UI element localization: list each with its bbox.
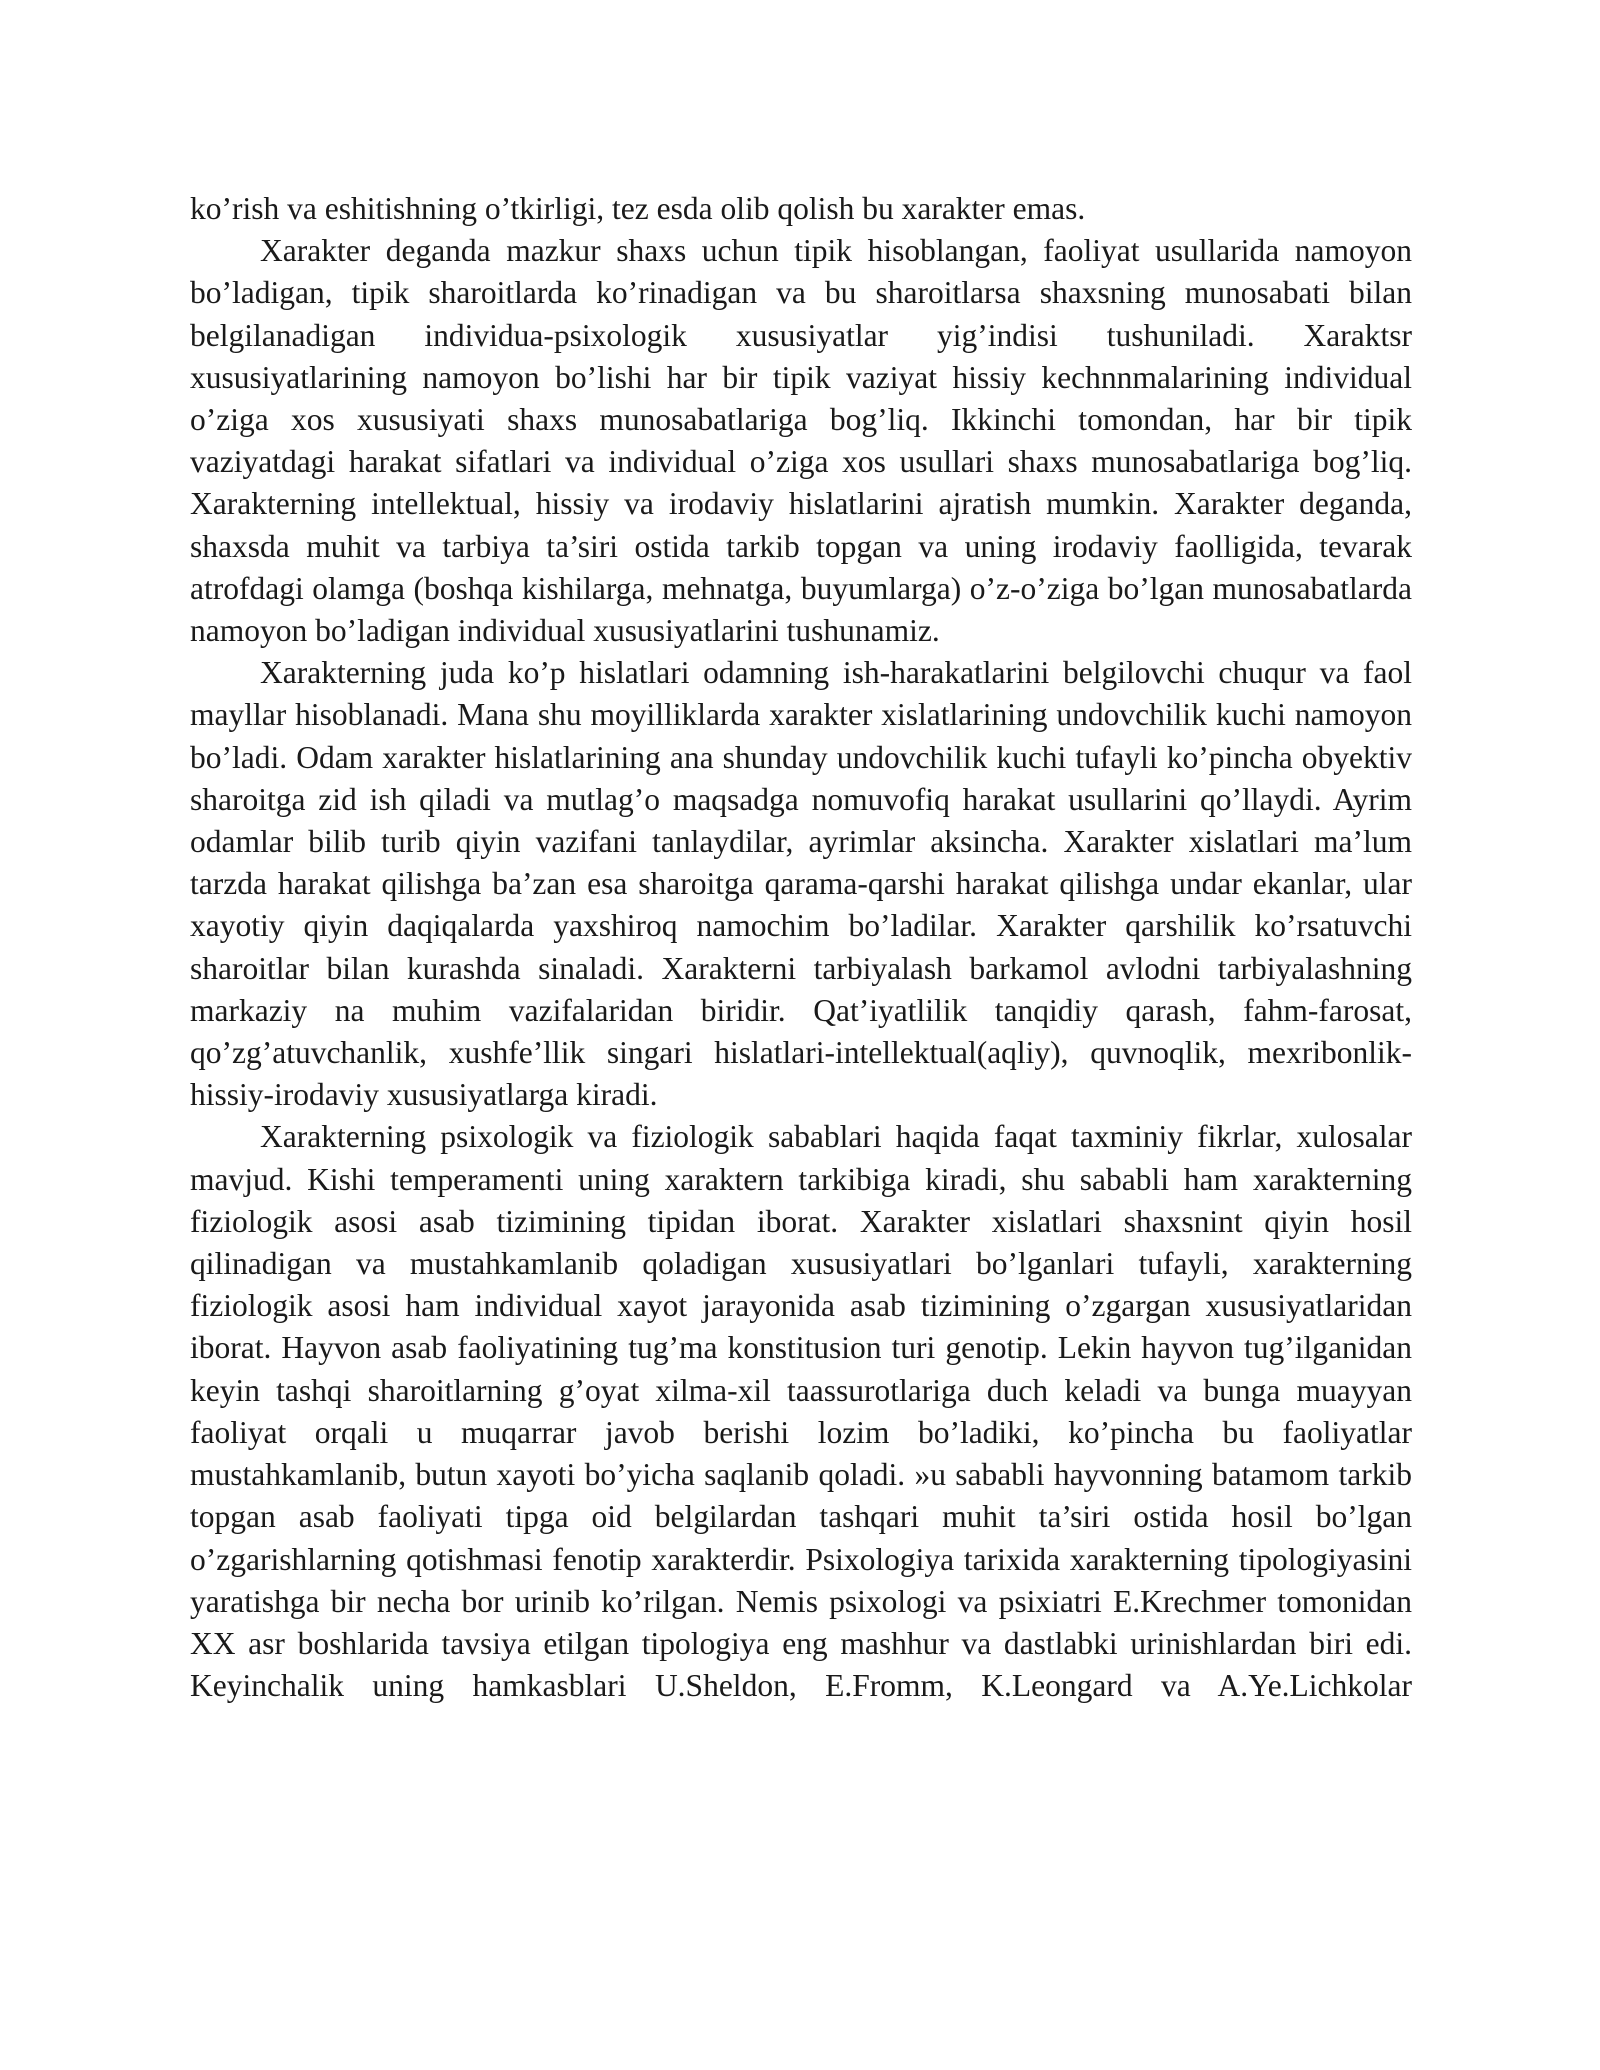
paragraph-continuation: ko’rish va eshitishning o’tkirligi, tez esda olib qolish bu xarakter emas. xyxy=(190,191,1086,226)
paragraph-physiological-basis: Xarakterning psixologik va fiziologik sabablari haqida faqat taxminiy fikrlar, xulosalar mavjud. Kishi temperamenti uning xaraktern tarkibiga kiradi, shu sababli ham xarakterning fiziologik asosi asab tizimining tipidan iborat. Xarakter xislatlari shaxsnint qiyin hosil qilinadigan va mustahkamlanib qoladigan xususiyatlari bo’lganlari tufayli, xarakterning fiziologik asosi ham individual xayot jarayonida asab tizimining o’zgargan xususiyatlaridan iborat. Hayvon asab faoliyatining tug’ma konstitusion turi genotip. Lekin hayvon tug’ilganidan keyin tashqi sharoitlarning g’oyat xilma-xil taassurotlariga duch keladi va bunga muayyan faoliyat orqali u muqarrar javob berishi lozim bo’ladiki, ko’pincha bu faoliyatlar mustahkamlanib, butun xayoti bo’yicha saqlanib qoladi. »u sababli hayvonning batamom tarkib topgan asab faoliyati tipga oid belgilardan tashqari muhit ta’siri ostida hosil bo’lgan o’zgarishlarning qotishmasi fenotip xarakterdir. Psixologiya tarixida xarakterning tipologiyasini yaratishga bir necha bor urinib ko’rilgan. Nemis psixologi va psixiatri E.Krechmer tomonidan XX asr boshlarida tavsiya etilgan tipologiya eng mashhur va dastlabki urinishlardan biri edi. Keyinchalik uning hamkasblari U.Sheldon, E.Fromm, K.Leongard va A.Ye.Lichkolar xyxy=(190,1119,1412,1704)
paragraph-character-traits: Xarakterning juda ko’p hislatlari odamning ish-harakatlarini belgilovchi chuqur va faol mayllar hisoblanadi. Mana shu moyilliklarda xarakter xislatlarining undovchilik kuchi namoyon bo’ladi. Odam xarakter hislatlarining ana shunday undovchilik kuchi tufayli ko’pincha obyektiv sharoitga zid ish qiladi va mutlag’o maqsadga nomuvofiq harakat usullarini qo’llaydi. Ayrim odamlar bilib turib qiyin vazifani tanlaydilar, ayrimlar aksincha. Xarakter xislatlari ma’lum tarzda harakat qilishga ba’zan esa sharoitga qarama-qarshi harakat qilishga undar ekanlar, ular xayotiy qiyin daqiqalarda yaxshiroq namochim bo’ladilar. Xarakter qarshilik ko’rsatuvchi sharoitlar bilan kurashda sinaladi. Xarakterni tarbiyalash barkamol avlodni tarbiyalashning markaziy na muhim vazifalaridan biridir. Qat’iyatlilik tanqidiy qarash, fahm-farosat, qo’zg’atuvchanlik, xushfe’llik singari hislatlari-intellektual(aqliy), quvnoqlik, mexribonlik-hissiy-irodaviy xususiyatlarga kiradi. xyxy=(190,655,1412,1113)
body-text xyxy=(190,188,1412,1707)
paragraph-character-definition: Xarakter deganda mazkur shaxs uchun tipik hisoblangan, faoliyat usullarida namoyon bo’ladigan, tipik sharoitlarda ko’rinadigan va bu sharoitlarsa shaxsning munosabati bilan belgilanadigan individua-psixologik xususiyatlar yig’indisi tushuniladi. Xaraktsr xususiyatlarining namoyon bo’lishi har bir tipik vaziyat hissiy kechnnmalarining individual o’ziga xos xususiyati shaxs munosabatlariga bog’liq. Ikkinchi tomondan, har bir tipik vaziyatdagi harakat sifatlari va individual o’ziga xos usullari shaxs munosabatlariga bog’liq. Xarakterning intellektual, hissiy va irodaviy hislatlarini ajratish mumkin. Xarakter deganda, shaxsda muhit va tarbiya ta’siri ostida tarkib topgan va uning irodaviy faolligida, tevarak atrofdagi olamga (boshqa kishilarga, mehnatga, buyumlarga) o’z-o’ziga bo’lgan munosabatlarda namoyon bo’ladigan individual xususiyatlarini tushunamiz. xyxy=(190,233,1412,649)
